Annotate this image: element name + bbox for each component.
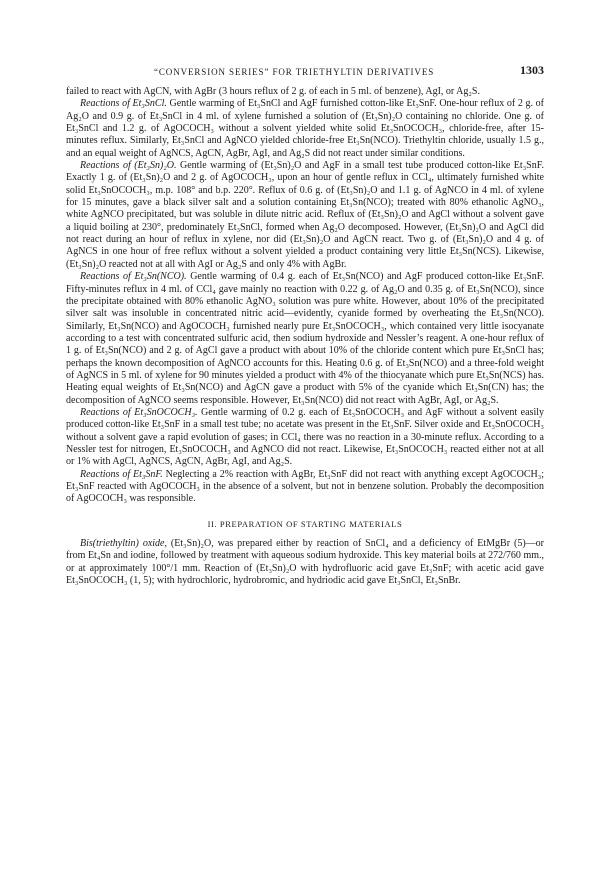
paragraph-continuation: failed to react with AgCN, with AgBr (3 hours reflux of 2 g. of each in 5 ml. of benzene), AgI, or Ag₂S.: [66, 86, 480, 97]
page-number: 1303: [520, 63, 544, 77]
paragraph-et3snf: Reactions of Et₃SnF. Neglecting a 2% reaction with AgBr, Et₃SnF did not react with anything except AgOCOCH₃; Et₃SnF reacted with AgOCOCH₃ in the absence of a solvent, but not in benzene solution. Probably the decomposition of AgOCOCH₃ was responsible.: [66, 468, 544, 505]
page-header: [66, 64, 544, 80]
paragraph-et3snococh3: Reactions of Et₃SnOCOCH₃. Gentle warming of 0.2 g. each of Et₃SnOCOCH₃ and AgF without a solvent easily produced cotton-like Et₃SnF in a small test tube; no acetate was present in the Et₃SnF. Silver oxide and Et₃SnOCOCH₃ without a solvent gave a rapid evolution of gases; in CCl₄ there was no reaction in a 30-minute reflux. According to a Nessler test for nitrogen, Et₃SnOCOCH₃ and AgNCO did not react. Likewise, Et₃SnOCOCH₃ reacted either not at all or 1% with AgCl, AgNCS, AgCN, AgBr, AgI, and Ag₂S.: [66, 406, 545, 468]
journal-page: [66, 64, 544, 587]
paragraph-et3sncl: Reactions of Et₃SnCl. Gentle warming of Et₃SnCl and AgF furnished cotton-like Et₃SnF. One-hour reflux of 2 g. of Ag₂O and 0.9 g. of Et₃SnCl in 4 ml. of xylene furnished a solution of (Et₃Sn)₂O containing no chloride. One g. of Et₃SnCl and 1.2 g. of AgOCOCH₃ without a solvent yielded white solid Et₃SnOCOCH₃, chloride-free, after 15-minutes reflux. Similarly, Et₃SnCl and AgNCO yielded chloride-free Et₃Sn(NCO). Triethyltin chloride, usually 1.5 g., and an equal weight of AgNCS, AgCN, AgBr, AgI, and Ag₂S did not react under similar conditions.: [66, 98, 544, 159]
paragraph-et3snnco: Reactions of Et₃Sn(NCO). Gentle warming of 0.4 g. each of Et₃Sn(NCO) and AgF produced cotton-like Et₃SnF. Fifty-minutes reflux in 4 ml. of CCl₄ gave mainly no reaction with 0.22 g. of Ag₂O and 0.35 g. of Et₃Sn(NCO), since the precipitate obtained with 80% ethanolic AgNO₃ solution was pure white. However, about 10% of the precipitated silver salt was insoluble in concentrated nitric acid—evidently, cyanide formed by overheating the Et₃Sn(NCO). Similarly, Et₃Sn(NCO) and AgOCOCH₃ furnished nearly pure Et₃SnOCOCH₃, which contained very little isocyanate according to a test with concentrated sulfuric acid, then sodium hydroxide and Nessler’s reagent. A one-hour reflux of 1 g. of Et₃Sn(NCO) and 2 g. of AgCl gave a product with about 10% of the chloride content which pure Et₃SnCl has; perhaps the known decomposition of AgNCO accounts for this. Heating 0.6 g. of Et₃Sn(NCO) and a three-fold weight of AgNCS in 5 ml. of xylene for 90 minutes yielded a product with 4% of the thiocyanate which pure Et₃Sn(NCS) has. Heating equal weights of Et₃Sn(NCO) and AgCN gave a product with 5% of the cyanide which Et₃Sn(CN) has; the decomposition of AgNCO seems responsible. However, Et₃Sn(NCO) did not react with AgBr, AgI, or Ag₂S.: [66, 271, 545, 406]
section-heading: II. PREPARATION OF STARTING MATERIALS: [207, 518, 403, 529]
paragraph-et3sn2o: Reactions of (Et₃Sn)₂O. Gentle warming of (Et₃Sn)₂O and AgF in a small test tube produced cotton-like Et₃SnF. Exactly 1 g. of (Et₃Sn)₂O and 2 g. of AgOCOCH₃, upon an hour of gentle reflux in CCl₄, ultimately furnished white solid Et₃SnOCOCH₃, m.p. 108° and b.p. 220°. Reflux of 0.6 g. of (Et₃Sn)₂O and 1.1 g. of AgNCO in 4 ml. of xylene for 15 minutes, gave a black silver salt and a solution containing Et₃Sn(NCO); treated with 80% ethanolic AgNO₃, white AgNCO precipitated, but was soluble in dilute nitric acid. Reflux of (Et₃Sn)₂O and AgCl without a solvent gave a liquid boiling at 230°, predominately Et₃SnCl, formed when Ag₂O decomposed. However, (Et₃Sn)₂O and AgCl did not react during an hour of reflux in xylene, nor did (Et₃Sn)₂O and AgCN react. Two g. of (Et₃Sn)₂O and 4 g. of AgNCS in one hour of free reflux without a solvent yielded a product containing very little Et₃Sn(NCS). Likewise, (Et₃Sn)₂O reacted not at all with AgI or Ag₂S and only 4% with AgBr.: [66, 160, 544, 270]
paragraph-bis-triethyltin-oxide: Bis(triethyltin) oxide, (Et₃Sn)₂O, was prepared either by reaction of SnCl₄ and a deficiency of EtMgBr (5)—or from Et₄Sn and iodine, followed by treatment with aqueous sodium hydroxide. This key material boils at 272/760 mm., or at approximately 100°/1 mm. Reaction of (Et₃Sn)₂O with hydrofluoric acid gave Et₃SnF; with acetic acid gave Et₃SnOCOCH₃ (1, 5); with hydrochloric, hydrobromic, and hydriodic acid gave Et₃SnCl, Et₃SnBr.: [66, 538, 544, 587]
running-title: “CONVERSION SERIES” FOR TRIETHYLTIN DERIVATIVES: [154, 67, 435, 77]
